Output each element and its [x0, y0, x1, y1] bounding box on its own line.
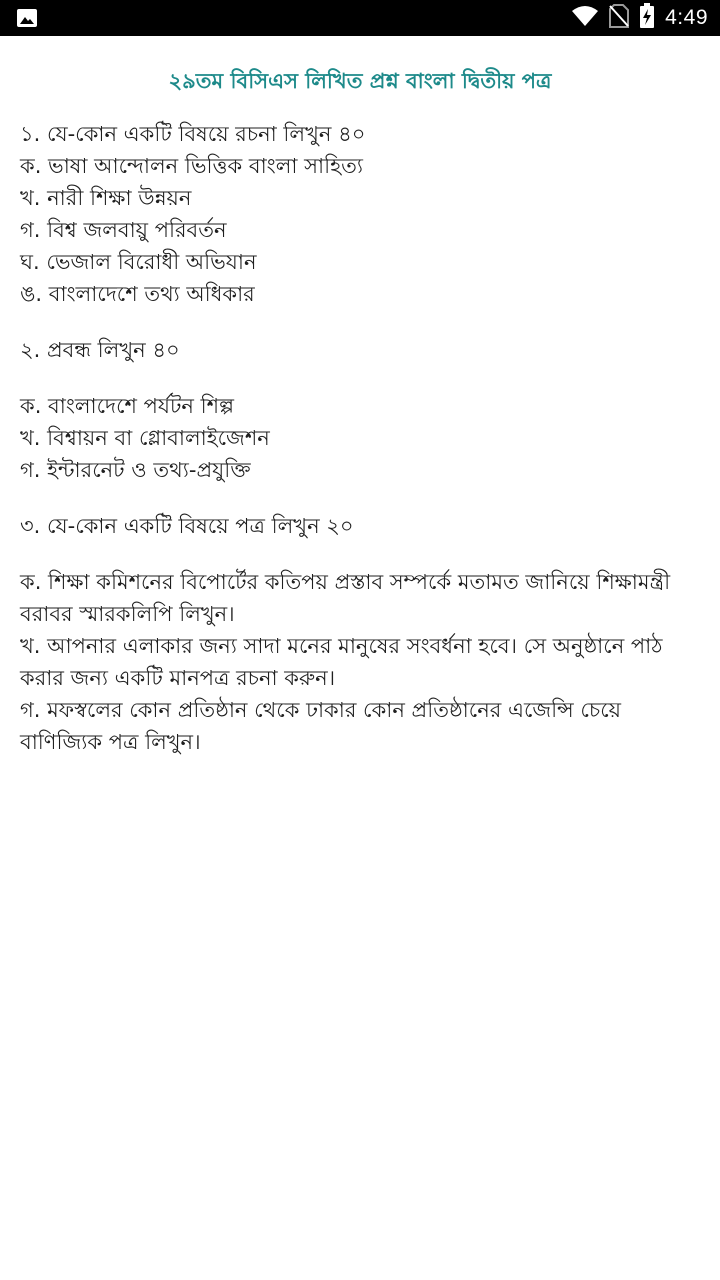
status-time: 4:49: [665, 6, 708, 29]
question-2-heading: ২. প্রবন্ধ লিখুন ৪০: [20, 338, 180, 362]
question-2-heading-block: [20, 334, 700, 366]
page-title: ২৯তম বিসিএস লিখিত প্রশ্ন বাংলা দ্বিতীয় পত্র: [168, 69, 552, 93]
status-icons: [571, 0, 708, 36]
question-3-heading: ৩. যে-কোন একটি বিষয়ে পত্র লিখুন ২০: [20, 514, 354, 538]
question-3-items-block: [20, 566, 700, 758]
question-1-heading: ১. যে-কোন একটি বিষয়ে রচনা লিখুন ৪০: [20, 122, 366, 146]
question-1-item: গ. বিশ্ব জলবায়ু পরিবর্তন: [20, 218, 227, 242]
image-icon: [16, 8, 38, 28]
question-1-block: [20, 118, 700, 310]
article-content[interactable]: [0, 36, 720, 1280]
question-2-item: গ. ইন্টারনেট ও তথ্য-প্রযুক্তি: [20, 458, 251, 482]
wifi-icon: [571, 5, 599, 31]
question-1-item: ক. ভাষা আন্দোলন ভিত্তিক বাংলা সাহিত্য: [20, 154, 363, 178]
battery-charging-icon: [639, 3, 655, 33]
question-3-item: ক. শিক্ষা কমিশনের বিপোর্টের কতিপয় প্রস্তাব সম্পর্কে মতামত জানিয়ে শিক্ষামন্ত্রী বরাবর স্মারকলিপি লিখুন।: [20, 570, 671, 626]
question-1-item: খ. নারী শিক্ষা উন্নয়ন: [20, 186, 192, 210]
question-3-item: গ. মফস্বলের কোন প্রতিষ্ঠান থেকে ঢাকার কোন প্রতিষ্ঠানের এজেন্সি চেয়ে বাণিজ্যিক পত্র লিখুন।: [20, 698, 622, 754]
no-sim-icon: [609, 4, 629, 32]
question-1-item: ঘ. ভেজাল বিরোধী অভিযান: [20, 250, 257, 274]
question-2-item: খ. বিশ্বায়ন বা গ্লোবালাইজেশন: [20, 426, 270, 450]
question-3-item: খ. আপনার এলাকার জন্য সাদা মনের মানুষের সংবর্ধনা হবে। সে অনুষ্ঠানে পাঠ করার জন্য একটি মানপত্র রচনা করুন।: [20, 634, 663, 690]
question-1-item: ঙ. বাংলাদেশে তথ্য অধিকার: [20, 282, 255, 306]
question-2-items-block: [20, 390, 700, 486]
question-2-item: ক. বাংলাদেশে পর্যটন শিল্প: [20, 394, 235, 418]
status-bar: [0, 0, 720, 36]
question-3-heading-block: [20, 510, 700, 542]
